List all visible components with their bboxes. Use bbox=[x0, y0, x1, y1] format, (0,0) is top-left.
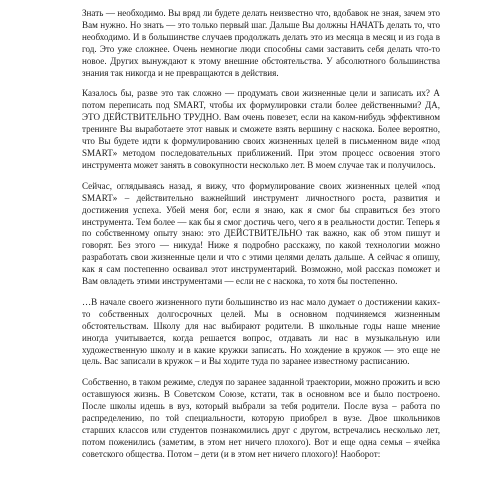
paragraph: …В начале своего жизненного пути большинство из нас мало думает о достижении каких-то собственных долгосрочных целей. Мы в основном подчиняемся жизненным обстоятельствам. Школу для нас выбирают родители. В школьные годы наше мнение иногда учитывается, когда решается вопрос, отдавать ли нас в музыкальную или художественную школу и в какие кружки записать. Но хождение в кружок — это еще не цель. Вас записали в кружок – и Вы ходите туда по заранее известному расписанию. bbox=[82, 296, 440, 367]
paragraph: Казалось бы, разве это так сложно — продумать свои жизненные цели и записать их? А потом переписать под SMART, чтобы их формулировки стали более действенными? ДА, ЭТО ДЕЙСТВИТЕЛЬНО ТРУДНО. Вам очень повезет, если на каком-нибудь эффективном тренинге Вы выработаете этот навык и сможете взять вершину с наскока. Более вероятно, что Вы будете идти к формулированию своих жизненных целей в письменном виде «под SMART» методом последовательных приближений. При этом процесс освоения этого инструмента может занять в совокупности несколько лет. В моем случае так и получилось. bbox=[82, 88, 440, 170]
paragraph: Собственно, в таком режиме, следуя по заранее заданной траектории, можно прожить и всю оставшуюся жизнь. В Советском Союзе, кстати, так в основном все и было построено. После школы идешь в вуз, который выбрали за тебя родители. После вуза – работа по распределению, по той специальности, которую приобрел в вузе. Двое школьников старших классов или студентов познакомились друг с другом, встречались несколько лет, потом поженились (заметим, в этом нет ничего плохого). Вот и еще одна семья – ячейка советского общества. Потом – дети (и в этом нет ничего плохого)! Наоборот: bbox=[82, 377, 440, 459]
paragraph: Сейчас, оглядываясь назад, я вижу, что формулирование своих жизненных целей «под SMART» – действительно важнейший инструмент личностного роста, развития и достижения успеха. Убей меня бог, если я знаю, как я смог бы справиться без этого инструмента. Тем более — как бы я смог достичь чего, чего я в реальности достиг. Теперь я по собственному опыту знаю: это ДЕЙСТВИТЕЛЬНО так важно, как об этом пишут и говорят. Без этого — никуда! Ниже я подробно расскажу, по какой технологии можно разработать свои жизненные цели и что с этими целями делать дальше. А сейчас я опишу, как я сам постепенно осваивал этот инструментарий. Возможно, мой рассказ поможет и Вам овладеть этими инструментами — если не с наскока, то хотя бы постепенно. bbox=[82, 180, 440, 287]
paragraph: Знать — необходимо. Вы вряд ли будете делать неизвестно что, вдобавок не зная, зачем это Вам нужно. Но знать — это только первый шаг. Дальше Вы должны НАЧАТЬ делать то, что необходимо. И в большинстве случаев продолжать делать это из месяца в месяц и из года в год. Это уже сложнее. Очень немногие люди способны сами заставить себя делать что-то новое. Других вынуждают к этому внешние обстоятельства. У абсолютного большинства знания так никогда и не превращаются в действия. bbox=[82, 8, 440, 78]
